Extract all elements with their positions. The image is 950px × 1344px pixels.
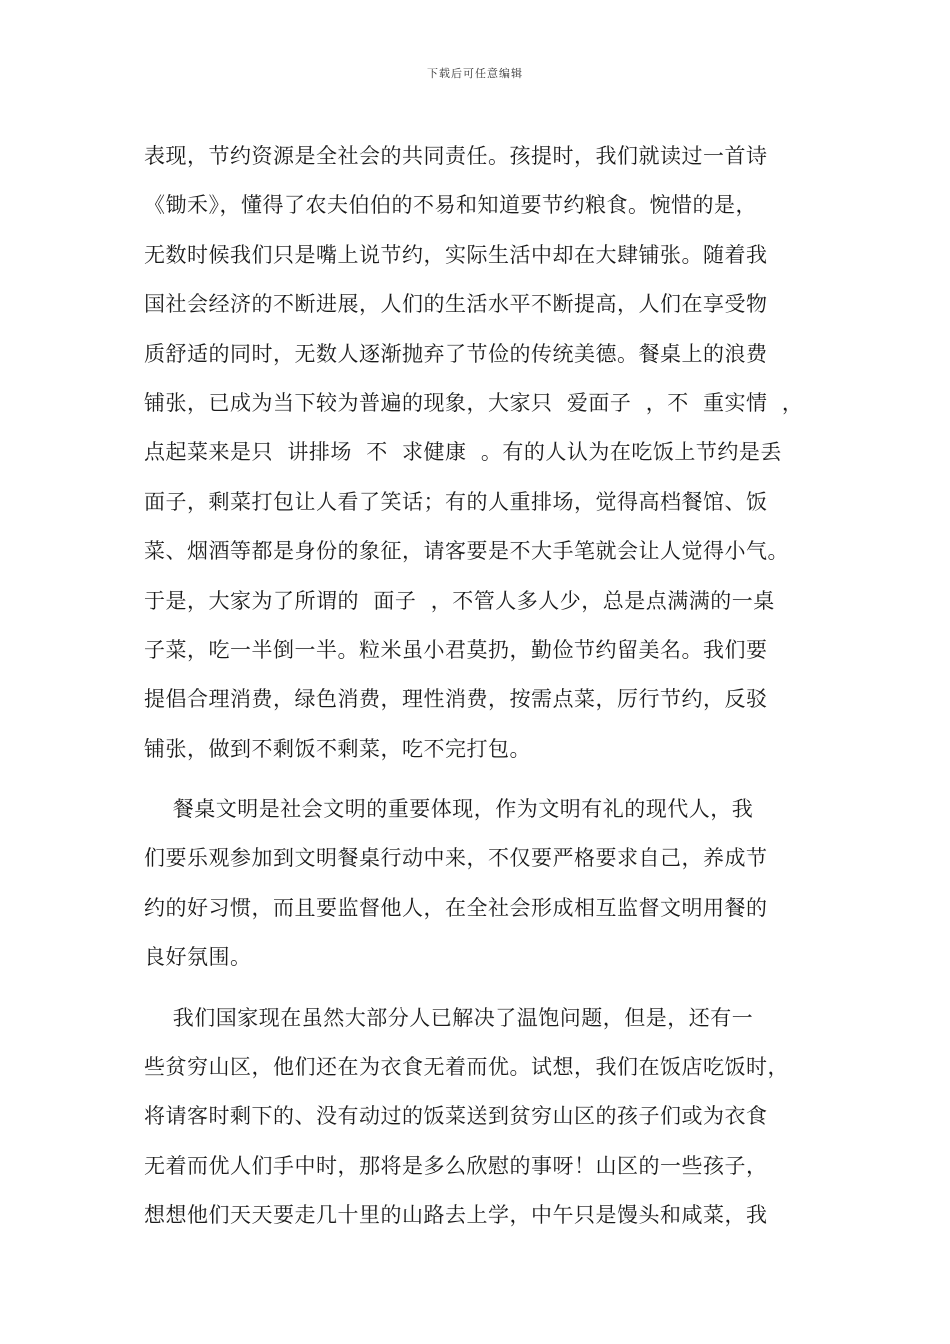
page-header: 下载后可任意编辑 bbox=[427, 67, 523, 80]
text-line: 质舒适的同时，无数人逐渐抛弃了节俭的传统美德。餐桌上的浪费 bbox=[144, 341, 768, 366]
paragraph bbox=[144, 785, 824, 983]
text-line: 表现，节约资源是全社会的共同责任。孩提时，我们就读过一首诗 bbox=[144, 144, 768, 168]
text-line: 无着而优人们手中时，那将是多么欣慰的事呀！山区的一些孩子， bbox=[144, 1153, 768, 1178]
text-line: 面子，剩菜打包让人看了笑话；有的人重排场，觉得高档餐馆、饭 bbox=[144, 489, 768, 514]
text-line: 于是，大家为了所谓的 面子 ，不管人多人少，总是点满满的一桌 bbox=[144, 588, 775, 613]
text-line: 《锄禾》，懂得了农夫伯伯的不易和知道要节约粮食。惋惜的是， bbox=[144, 193, 757, 218]
document-body bbox=[144, 132, 824, 1241]
text-line: 们要乐观参加到文明餐桌行动中来，不仅要严格要求自己，养成节 bbox=[144, 846, 768, 871]
paragraph bbox=[144, 994, 824, 1241]
text-line: 铺张，已成为当下较为普遍的现象，大家只 爱面子 ，不 重实情 ， bbox=[144, 390, 804, 415]
paragraph bbox=[144, 132, 824, 774]
text-line: 国社会经济的不断进展，人们的生活水平不断提高，人们在享受物 bbox=[144, 292, 768, 317]
text-line: 无数时候我们只是嘴上说节约，实际生活中却在大肆铺张。随着我 bbox=[144, 242, 768, 267]
text-line: 铺张，做到不剩饭不剩菜，吃不完打包。 bbox=[144, 736, 531, 761]
text-line: 我们国家现在虽然大部分人已解决了温饱问题，但是，还有一 bbox=[144, 1005, 754, 1030]
text-line: 菜、烟酒等都是身份的象征，请客要是不大手笔就会让人觉得小气。 bbox=[144, 539, 789, 564]
text-line: 餐桌文明是社会文明的重要体现，作为文明有礼的现代人，我 bbox=[144, 797, 754, 822]
text-line: 提倡合理消费，绿色消费，理性消费，按需点菜，厉行节约，反驳 bbox=[144, 687, 768, 712]
text-line: 子菜，吃一半倒一半。粒米虽小君莫扔，勤俭节约留美名。我们要 bbox=[144, 637, 768, 662]
text-line: 良好氛围。 bbox=[144, 945, 252, 970]
text-line: 将请客时剩下的、没有动过的饭菜送到贫穷山区的孩子们或为衣食 bbox=[144, 1104, 768, 1129]
text-line: 想想他们天天要走几十里的山路去上学，中午只是馒头和咸菜，我 bbox=[144, 1203, 768, 1228]
text-line: 点起菜来是只 讲排场 不 求健康 。有的人认为在吃饭上节约是丢 bbox=[144, 440, 782, 465]
text-line: 约的好习惯，而且要监督他人，在全社会形成相互监督文明用餐的 bbox=[144, 895, 768, 920]
text-line: 些贫穷山区，他们还在为衣食无着而优。试想，我们在饭店吃饭时， bbox=[144, 1055, 789, 1080]
